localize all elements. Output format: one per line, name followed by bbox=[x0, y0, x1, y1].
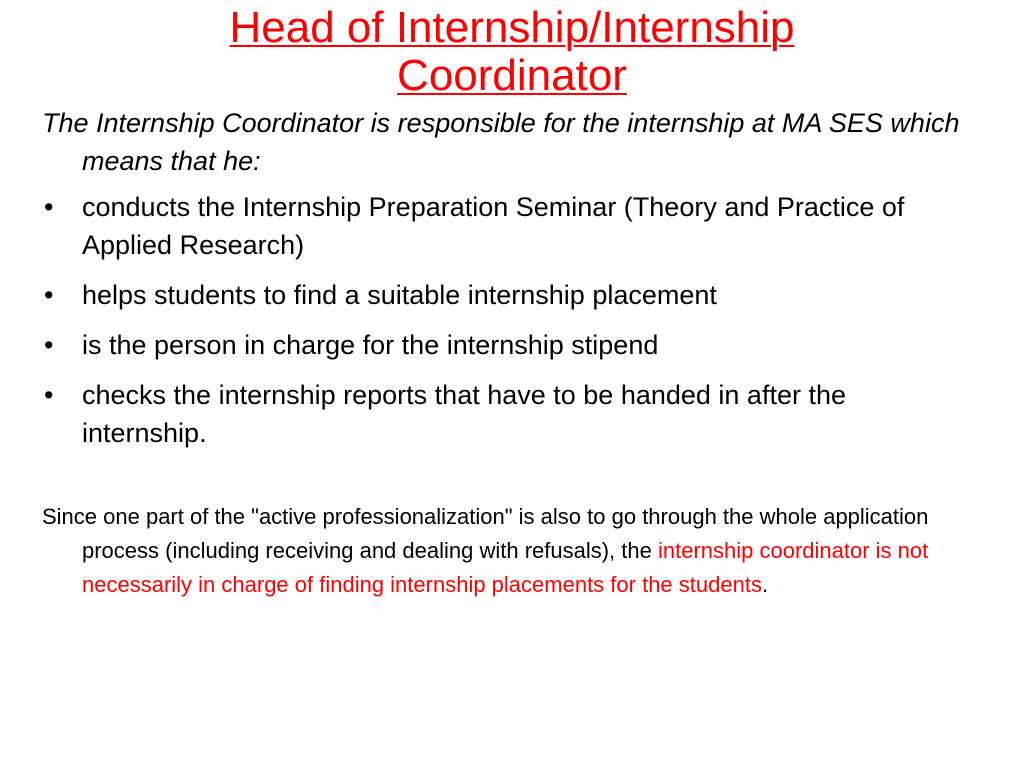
list-item-text: conducts the Internship Preparation Seminar (Theory and Practice of Applied Research) bbox=[82, 192, 905, 260]
slide-body bbox=[42, 104, 962, 602]
note-paragraph bbox=[42, 500, 962, 602]
list-item bbox=[42, 188, 962, 264]
list-item-text: helps students to find a suitable internship placement bbox=[82, 280, 717, 310]
note-highlight-text: internship coordinator is not necessarily in charge of finding internship placements for the students bbox=[82, 538, 929, 597]
list-item bbox=[42, 326, 962, 364]
responsibility-list bbox=[42, 188, 962, 452]
bullet-icon: • bbox=[44, 192, 54, 222]
note-lead-text: Since one part of the "active professionalization" is also to go through the whole application process (including receiving and dealing with refusals), the bbox=[42, 504, 929, 563]
list-item-text: checks the internship reports that have to be handed in after the internship. bbox=[82, 380, 846, 448]
bullet-icon: • bbox=[44, 280, 54, 310]
list-item bbox=[42, 376, 962, 452]
list-item-text: is the person in charge for the internship stipend bbox=[82, 330, 659, 360]
note-end-text: . bbox=[761, 572, 769, 597]
intro-paragraph: The Internship Coordinator is responsible for the internship at MA SES which means that he: bbox=[42, 108, 960, 176]
list-item bbox=[42, 276, 962, 314]
slide-title: Head of Internship/Internship Coordinator bbox=[229, 3, 795, 100]
bullet-icon: • bbox=[44, 330, 54, 360]
bullet-icon: • bbox=[44, 380, 54, 410]
